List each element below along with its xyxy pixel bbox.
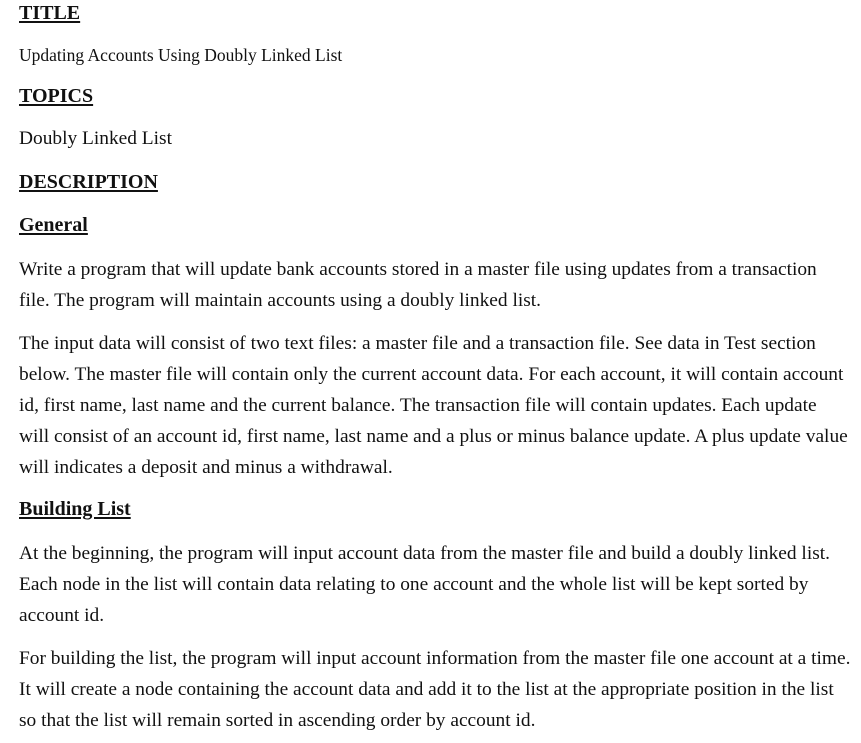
building-paragraph-2: For building the list, the program will input account information from the master file one account at a time. It will create a node containing the account data and add it to the list at the appropriate position in the list so that the list will remain sorted in ascending order by account id. [19,648,851,731]
building-paragraph-1: At the beginning, the program will input account data from the master file and build a doubly linked list. Each node in the list will contain data relating to one account and the whole list will be kept sorted by account id. [19,543,830,626]
title-text: Updating Accounts Using Doubly Linked List [19,45,343,65]
title-heading: TITLE [19,2,81,24]
topics-heading: TOPICS [19,85,94,107]
general-paragraph-2: The input data will consist of two text files: a master file and a transaction file. See data in Test section below. The master file will contain only the current account data. For each account, it will contain account id, first name, last name and the current balance. The transaction file will contain updates. Each update will consist of an account id, first name, last name and a plus or minus balance update. A plus update value will indicates a deposit and minus a withdrawal. [19,333,848,478]
building-list-heading: Building List [19,498,131,520]
description-heading: DESCRIPTION [19,171,158,193]
general-paragraph-1: Write a program that will update bank accounts stored in a master file using updates from a transaction file. The program will maintain accounts using a doubly linked list. [19,259,817,311]
topics-text: Doubly Linked List [19,128,172,149]
general-heading: General [19,214,88,236]
